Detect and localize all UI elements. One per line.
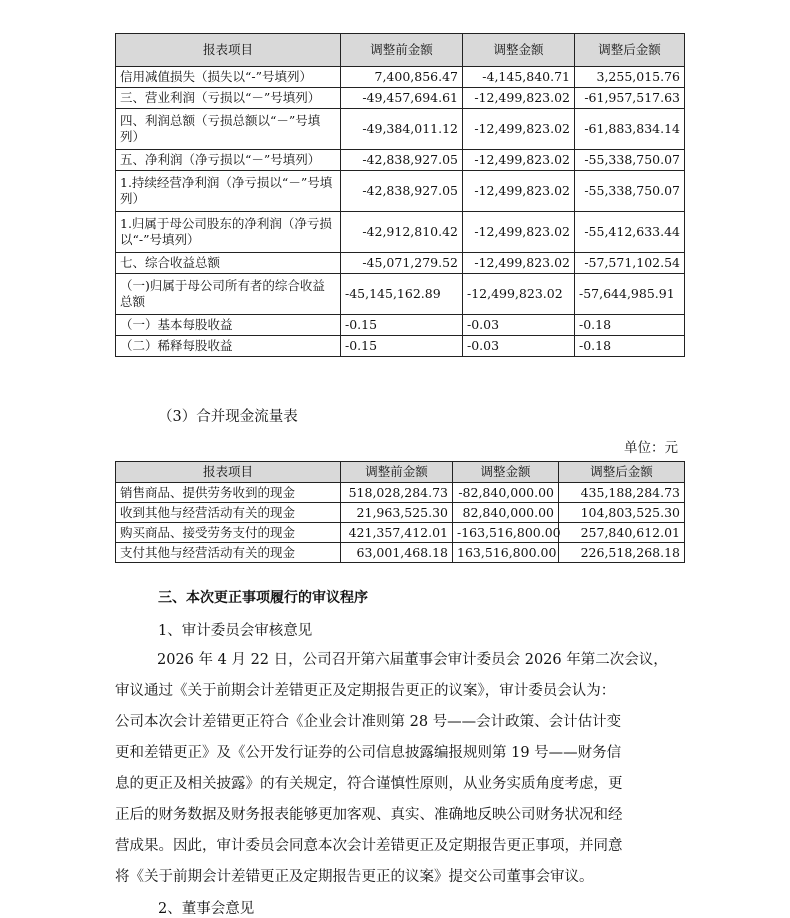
cash-flow-table (115, 461, 685, 563)
paragraph-line: 正后的财务数据及财务报表能够更加客观、真实、准确地反映公司财务状况和经 (115, 807, 623, 823)
header-item: 报表项目 (116, 462, 341, 483)
unit-label: 单位：元 (624, 440, 678, 456)
table-header-row (116, 34, 685, 67)
row-item-cell: 信用减值损失（损失以“-”号填列） (116, 67, 341, 88)
row-item-cell: 三、营业利润（亏损以“－”号填列） (116, 88, 341, 109)
table-row (116, 336, 685, 357)
header-after: 调整后金额 (575, 34, 685, 67)
row-adjustment-cell: -12,499,823.02 (463, 88, 575, 109)
row-before-cell: -0.15 (341, 315, 463, 336)
row-before-cell: 7,400,856.47 (341, 67, 463, 88)
row-item-cell: 销售商品、提供劳务收到的现金 (116, 483, 341, 503)
section-heading-review: 三、本次更正事项履行的审议程序 (158, 590, 368, 606)
table-row (116, 109, 685, 150)
table-row (116, 212, 685, 253)
row-after-cell: -55,338,750.07 (575, 150, 685, 171)
row-adjustment-cell: -82,840,000.00 (453, 483, 559, 503)
row-after-cell: -55,412,633.44 (575, 212, 685, 253)
row-after-cell: -0.18 (575, 336, 685, 357)
header-adjustment: 调整金额 (453, 462, 559, 483)
table-row (116, 150, 685, 171)
table-header-row (116, 462, 685, 483)
row-before-cell: -49,457,694.61 (341, 88, 463, 109)
row-item-cell: 四、利润总额（亏损总额以“－”号填列） (116, 109, 341, 150)
table-row (116, 523, 685, 543)
table-row (116, 171, 685, 212)
row-item-cell: 五、净利润（净亏损以“－”号填列） (116, 150, 341, 171)
paragraph-line: 更和差错更正》及《公开发行证券的公司信息披露编报规则第 19 号——财务信 (115, 745, 622, 761)
row-adjustment-cell: 163,516,800.00 (453, 543, 559, 563)
row-after-cell: 257,840,612.01 (559, 523, 685, 543)
row-item-cell: （一)归属于母公司所有者的综合收益总额 (116, 274, 341, 315)
row-after-cell: 104,803,525.30 (559, 503, 685, 523)
row-adjustment-cell: -163,516,800.00 (453, 523, 559, 543)
row-item-cell: （一）基本每股收益 (116, 315, 341, 336)
row-adjustment-cell: -12,499,823.02 (463, 150, 575, 171)
table-row (116, 274, 685, 315)
row-adjustment-cell: -12,499,823.02 (463, 212, 575, 253)
row-item-cell: 七、综合收益总额 (116, 253, 341, 274)
row-before-cell: -45,071,279.52 (341, 253, 463, 274)
subheading-audit-committee: 1、审计委员会审核意见 (158, 623, 313, 639)
table-row (116, 315, 685, 336)
row-adjustment-cell: -12,499,823.02 (463, 109, 575, 150)
row-adjustment-cell: -0.03 (463, 315, 575, 336)
header-item: 报表项目 (116, 34, 341, 67)
row-before-cell: 63,001,468.18 (341, 543, 453, 563)
row-adjustment-cell: -4,145,840.71 (463, 67, 575, 88)
row-item-cell: （二）稀释每股收益 (116, 336, 341, 357)
header-after: 调整后金额 (559, 462, 685, 483)
row-item-cell: 1.持续经营净利润（净亏损以“－”号填列） (116, 171, 341, 212)
table-row (116, 503, 685, 523)
row-adjustment-cell: 82,840,000.00 (453, 503, 559, 523)
paragraph-line: 将《关于前期会计差错更正及定期报告更正的议案》提交公司董事会审议。 (115, 869, 594, 885)
income-statement-table (115, 33, 685, 357)
row-adjustment-cell: -12,499,823.02 (463, 253, 575, 274)
table-row (116, 67, 685, 88)
row-adjustment-cell: -0.03 (463, 336, 575, 357)
row-before-cell: 518,028,284.73 (341, 483, 453, 503)
row-adjustment-cell: -12,499,823.02 (463, 171, 575, 212)
table-row (116, 483, 685, 503)
audit-committee-paragraph (115, 645, 685, 893)
row-after-cell: -57,571,102.54 (575, 253, 685, 274)
paragraph-line: 审议通过《关于前期会计差错更正及定期报告更正的议案》，审计委员会认为： (115, 683, 616, 699)
header-before: 调整前金额 (341, 462, 453, 483)
paragraph-line: 2026 年 4 月 22 日，公司召开第六届董事会审计委员会 2026 年第二次会议， (157, 652, 668, 668)
row-before-cell: 421,357,412.01 (341, 523, 453, 543)
subheading-board-opinion: 2、董事会意见 (158, 901, 255, 917)
row-item-cell: 1.归属于母公司股东的净利润（净亏损以“-”号填列） (116, 212, 341, 253)
row-adjustment-cell: -12,499,823.02 (463, 274, 575, 315)
paragraph-line: 公司本次会计差错更正符合《企业会计准则第 28 号——会计政策、会计估计变 (115, 714, 622, 730)
row-before-cell: -45,145,162.89 (341, 274, 463, 315)
row-item-cell: 购买商品、接受劳务支付的现金 (116, 523, 341, 543)
paragraph-line: 息的更正及相关披露》的有关规定，符合谨慎性原则，从业务实质角度考虑，更 (115, 776, 623, 792)
row-after-cell: -61,883,834.14 (575, 109, 685, 150)
row-before-cell: -42,912,810.42 (341, 212, 463, 253)
row-before-cell: -0.15 (341, 336, 463, 357)
header-before: 调整前金额 (341, 34, 463, 67)
header-adjustment: 调整金额 (463, 34, 575, 67)
table-row (116, 88, 685, 109)
row-after-cell: -55,338,750.07 (575, 171, 685, 212)
row-after-cell: 226,518,268.18 (559, 543, 685, 563)
row-before-cell: -42,838,927.05 (341, 171, 463, 212)
row-after-cell: -57,644,985.91 (575, 274, 685, 315)
row-before-cell: -49,384,011.12 (341, 109, 463, 150)
section-title-cash-flow: （3）合并现金流量表 (158, 409, 298, 425)
table-row (116, 253, 685, 274)
paragraph-line: 营成果。因此，审计委员会同意本次会计差错更正及定期报告更正事项，并同意 (115, 838, 623, 854)
row-item-cell: 收到其他与经营活动有关的现金 (116, 503, 341, 523)
row-after-cell: 3,255,015.76 (575, 67, 685, 88)
row-after-cell: -61,957,517.63 (575, 88, 685, 109)
row-before-cell: -42,838,927.05 (341, 150, 463, 171)
row-before-cell: 21,963,525.30 (341, 503, 453, 523)
row-after-cell: 435,188,284.73 (559, 483, 685, 503)
row-item-cell: 支付其他与经营活动有关的现金 (116, 543, 341, 563)
table-row (116, 543, 685, 563)
row-after-cell: -0.18 (575, 315, 685, 336)
